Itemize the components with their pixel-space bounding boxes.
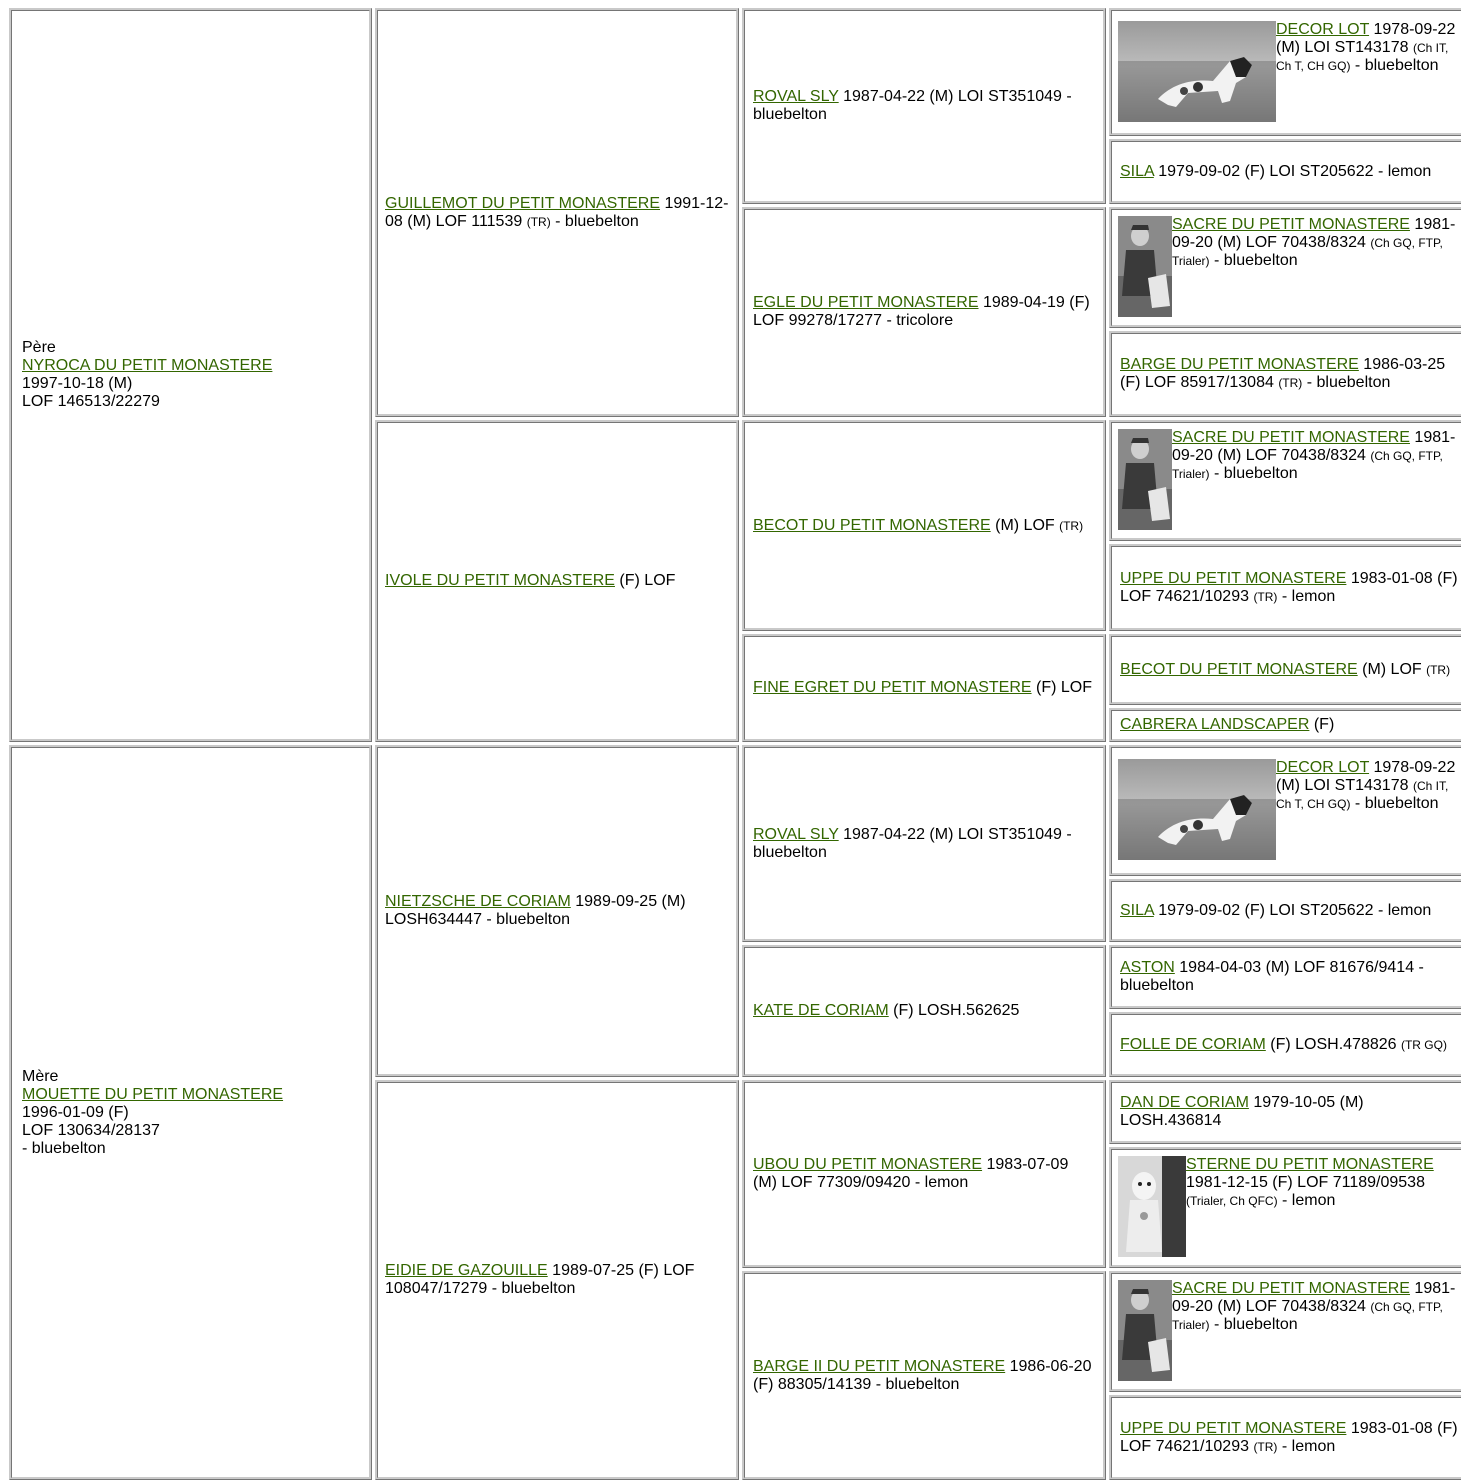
dog-link[interactable]: DECOR LOT (1276, 20, 1370, 38)
gen4-decor-cell (1109, 745, 1461, 876)
gen4-dan-cell (1109, 1080, 1461, 1144)
dog-link[interactable]: BARGE DU PETIT MONASTERE (1120, 356, 1359, 373)
dog-link[interactable]: CABRERA LANDSCAPER (1120, 716, 1310, 733)
dog-color: - bluebelton (1209, 465, 1298, 482)
dog-link[interactable]: FINE EGRET DU PETIT MONASTERE (753, 679, 1032, 696)
dam-date: 1996-01-09 (F) (22, 1103, 129, 1121)
dog-info: 1978-09-22 (M) LOI ST143178 (1276, 20, 1456, 56)
gen4-aston-cell (1109, 945, 1461, 1009)
dog-titles: (Ch GQ, FTP, Trialer) (1172, 236, 1443, 268)
dog-info: 1987-04-22 (M) LOI ST351049 - bluebelton (753, 825, 1072, 861)
dam-cell (9, 745, 372, 1480)
dog-link[interactable]: GUILLEMOT DU PETIT MONASTERE (385, 194, 661, 212)
dog-info: (F) LOF (1031, 679, 1092, 696)
dam-color: - bluebelton (22, 1139, 106, 1157)
dog-titles: (Ch IT, Ch T, CH GQ) (1276, 40, 1449, 73)
gen4-uppe-cell (1109, 1395, 1461, 1480)
dog-color: - bluebelton (1350, 56, 1439, 74)
gen2-eidie-cell (375, 1080, 739, 1480)
dog-info: 1981-12-15 (F) LOF 71189/09538 (1186, 1174, 1425, 1191)
dog-titles: (TR) (1253, 589, 1278, 604)
dog-info: 1979-10-05 (M) LOSH.436814 (1120, 1094, 1364, 1129)
dog-info: 1986-03-25 (F) LOF 85917/13084 (1120, 356, 1446, 391)
dog-link[interactable]: STERNE DU PETIT MONASTERE (1186, 1156, 1434, 1173)
dog-link[interactable]: DECOR LOT (1276, 759, 1370, 776)
dog-info: 1979-09-02 (F) LOI ST205622 - lemon (1153, 901, 1432, 919)
dam-label: Mère (22, 1067, 59, 1085)
gen3-barge2-cell (742, 1271, 1106, 1480)
dog-titles: (TR) (1253, 1439, 1278, 1454)
dog-color: - lemon (1277, 587, 1336, 605)
dog-titles: (Ch GQ, FTP, Trialer) (1172, 1300, 1443, 1332)
gen4-becot-cell (1109, 634, 1461, 705)
gen4-sacre-cell (1109, 207, 1461, 328)
gen2-nietzsche-cell (375, 745, 739, 1077)
dog-info: 1989-04-19 (F) LOF 99278/17277 - tricolore (753, 294, 1090, 329)
gen3-fine-cell (742, 634, 1106, 742)
dog-color: - bluebelton (1209, 1316, 1298, 1333)
dog-titles: (Ch IT, Ch T, CH GQ) (1276, 779, 1449, 811)
dog-info: (M) LOF (1357, 660, 1427, 678)
dog-color: - bluebelton (550, 212, 639, 230)
dog-info: 1987-04-22 (M) LOI ST351049 - bluebelton (753, 88, 1072, 123)
dog-photo-setter-portrait[interactable] (1118, 1156, 1186, 1257)
dog-link[interactable]: ROVAL SLY (753, 825, 839, 843)
dog-info: 1983-01-08 (F) LOF 74621/10293 (1120, 1419, 1458, 1455)
gen4-sacre-cell (1109, 1271, 1461, 1392)
dog-link[interactable]: EIDIE DE GAZOUILLE (385, 1262, 548, 1279)
dog-link[interactable]: SACRE DU PETIT MONASTERE (1172, 216, 1410, 233)
dog-info: 1983-01-08 (F) LOF 74621/10293 (1120, 569, 1458, 605)
dog-link[interactable]: ROVAL SLY (753, 88, 839, 105)
dam-link[interactable]: MOUETTE DU PETIT MONASTERE (22, 1085, 284, 1103)
gen4-folle-cell (1109, 1012, 1461, 1077)
dog-color: - bluebelton (1302, 374, 1391, 391)
dog-link[interactable]: BARGE II DU PETIT MONASTERE (753, 1357, 1006, 1375)
dog-link[interactable]: UBOU DU PETIT MONASTERE (753, 1156, 983, 1173)
gen3-roval-cell (742, 745, 1106, 942)
dog-info: 1986-06-20 (F) 88305/14139 - bluebelton (753, 1357, 1092, 1393)
dog-color: - lemon (1277, 1437, 1336, 1455)
dog-link[interactable]: BECOT DU PETIT MONASTERE (1120, 660, 1358, 678)
dog-link[interactable]: EGLE DU PETIT MONASTERE (753, 294, 979, 311)
dog-link[interactable]: NIETZSCHE DE CORIAM (385, 893, 571, 910)
dog-titles: (TR GQ) (1400, 1037, 1447, 1052)
gen4-sila-cell (1109, 139, 1461, 204)
dog-link[interactable]: FOLLE DE CORIAM (1120, 1035, 1266, 1053)
sire-date: 1997-10-18 (M) (22, 375, 133, 392)
gen3-ubou-cell (742, 1080, 1106, 1268)
dog-link[interactable]: ASTON (1120, 959, 1175, 976)
dog-info: 1981-09-20 (M) LOF 70438/8324 (1172, 216, 1456, 251)
gen3-kate-cell (742, 945, 1106, 1077)
dog-info: 1981-09-20 (M) LOF 70438/8324 (1172, 429, 1456, 464)
sire-reg: LOF 146513/22279 (22, 393, 160, 410)
dog-photo-setter-field[interactable] (1118, 759, 1276, 860)
dog-link[interactable]: KATE DE CORIAM (753, 1002, 889, 1019)
dog-info: 1991-12-08 (M) LOF 111539 (385, 194, 729, 230)
gen4-uppe-cell (1109, 544, 1461, 631)
dog-link[interactable]: SACRE DU PETIT MONASTERE (1172, 1280, 1410, 1297)
gen2-guillemot-cell (375, 8, 739, 417)
sire-link[interactable]: NYROCA DU PETIT MONASTERE (22, 357, 273, 374)
dog-photo-setter-field[interactable] (1118, 21, 1276, 122)
sire-label: Père (22, 339, 56, 356)
gen3-becot-cell (742, 420, 1106, 631)
dog-link[interactable]: UPPE DU PETIT MONASTERE (1120, 569, 1347, 587)
dog-info: 1981-09-20 (M) LOF 70438/8324 (1172, 1280, 1456, 1315)
gen3-egle-cell (742, 207, 1106, 417)
dog-info: 1989-09-25 (M) LOSH634447 - bluebelton (385, 893, 686, 928)
dog-color: - bluebelton (1350, 795, 1439, 812)
dog-link[interactable]: BECOT DU PETIT MONASTERE (753, 516, 991, 534)
dog-info: (F) LOSH.478826 (1265, 1035, 1401, 1053)
dam-reg: LOF 130634/28137 (22, 1121, 160, 1139)
dog-link[interactable]: SILA (1120, 162, 1154, 180)
dog-info: 1989-07-25 (F) LOF 108047/17279 - bluebelton (385, 1262, 695, 1297)
gen4-barge-cell (1109, 331, 1461, 417)
dog-photo-hunter[interactable] (1118, 1280, 1172, 1381)
dog-info: (F) (1309, 716, 1335, 733)
gen4-sila-cell (1109, 879, 1461, 942)
dog-info: (M) LOF (990, 516, 1060, 534)
dog-color: - lemon (1277, 1192, 1336, 1209)
dog-titles: (TR) (1426, 662, 1451, 677)
dog-info: 1984-04-03 (M) LOF 81676/9414 - bluebelton (1120, 959, 1424, 994)
dog-info: 1978-09-22 (M) LOI ST143178 (1276, 759, 1456, 794)
dog-titles: (TR) (526, 214, 551, 229)
dog-info: 1983-07-09 (M) LOF 77309/09420 - lemon (753, 1156, 1069, 1191)
dog-photo-hunter[interactable] (1118, 429, 1172, 530)
dog-link[interactable]: DAN DE CORIAM (1120, 1094, 1249, 1111)
dog-titles: (TR) (1059, 518, 1084, 533)
dog-link[interactable]: IVOLE DU PETIT MONASTERE (385, 572, 615, 589)
gen2-ivole-cell (375, 420, 739, 742)
sire-cell (9, 8, 372, 742)
dog-info: (F) LOF (614, 572, 676, 589)
dog-color: - bluebelton (1209, 252, 1298, 269)
gen4-sacre-cell (1109, 420, 1461, 541)
dog-link[interactable]: UPPE DU PETIT MONASTERE (1120, 1419, 1347, 1437)
dog-titles: (TR) (1278, 376, 1303, 390)
dog-info: 1979-09-02 (F) LOI ST205622 - lemon (1153, 162, 1432, 180)
gen4-cabrera-cell (1109, 708, 1461, 742)
dog-info: (F) LOSH.562625 (888, 1002, 1020, 1019)
gen3-roval-cell (742, 8, 1106, 204)
gen4-decor-cell (1109, 8, 1461, 136)
dog-link[interactable]: SILA (1120, 901, 1154, 919)
gen4-sterne-cell (1109, 1147, 1461, 1268)
dog-titles: (Trialer, Ch QFC) (1186, 1194, 1278, 1208)
dog-titles: (Ch GQ, FTP, Trialer) (1172, 449, 1443, 481)
dog-link[interactable]: SACRE DU PETIT MONASTERE (1172, 429, 1410, 446)
dog-photo-hunter[interactable] (1118, 216, 1172, 317)
